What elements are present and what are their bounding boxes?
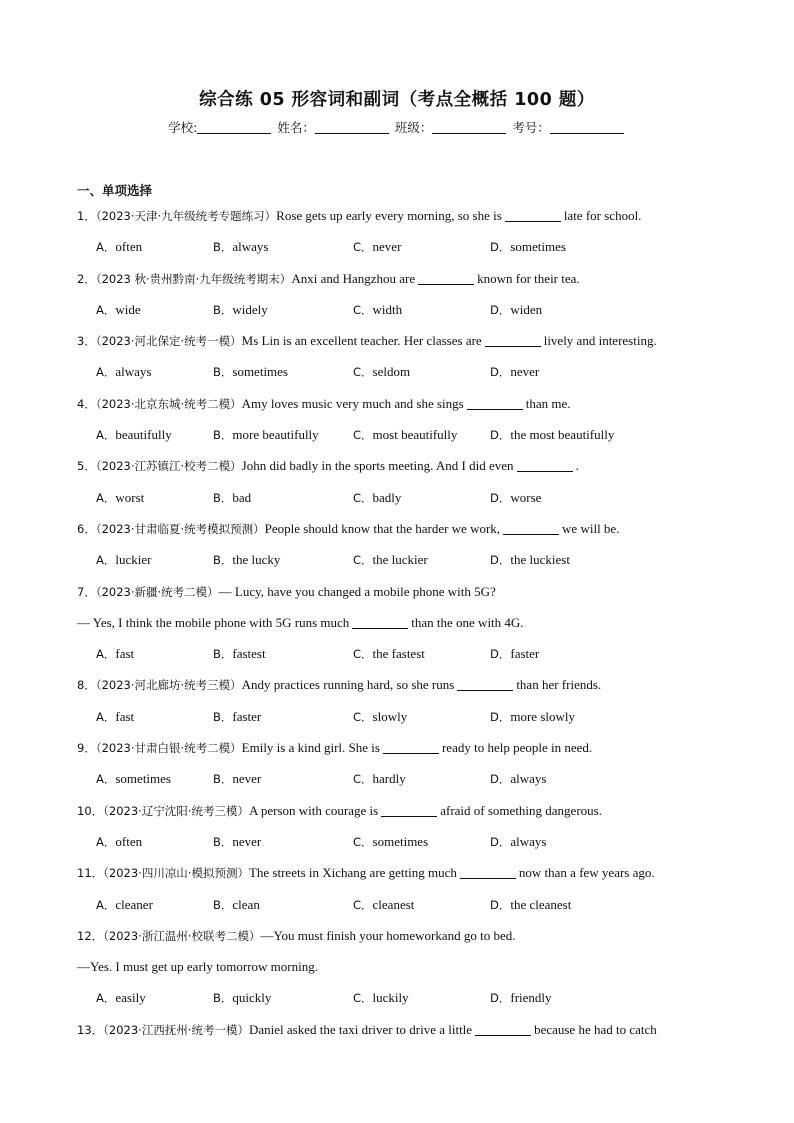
answer-options xyxy=(77,894,727,925)
class-blank[interactable] xyxy=(432,121,506,134)
option-text: the most beautifully xyxy=(510,427,615,443)
question-text: Andy practices running hard, so she runs xyxy=(241,677,455,693)
question-text: The streets in Xichang are getting much xyxy=(248,865,457,881)
question-text-after: . xyxy=(575,458,579,474)
question-number: 13． xyxy=(77,1022,104,1037)
option-letter: A． xyxy=(96,647,116,662)
option-a[interactable] xyxy=(96,549,213,571)
option-letter: A． xyxy=(96,772,116,787)
option-letter: D． xyxy=(490,428,511,443)
option-text: never xyxy=(232,833,262,849)
option-d[interactable] xyxy=(490,361,539,383)
question-text: John did badly in the sports meeting. And I did even xyxy=(241,458,514,474)
option-letter: C． xyxy=(353,490,373,505)
question-stem xyxy=(77,737,727,768)
option-text: beautifully xyxy=(115,427,172,443)
answer-options xyxy=(77,768,727,799)
question-text-after: lively and interesting. xyxy=(543,333,657,349)
option-text: worse xyxy=(510,489,542,505)
option-text: slowly xyxy=(372,708,408,724)
option-text: widen xyxy=(510,301,543,317)
option-text: the lucky xyxy=(232,552,281,568)
option-letter: B． xyxy=(213,428,233,443)
option-a[interactable] xyxy=(96,361,213,383)
answer-options xyxy=(77,987,727,1018)
option-d[interactable] xyxy=(490,643,539,665)
option-c[interactable] xyxy=(353,768,490,790)
option-d[interactable] xyxy=(490,894,571,916)
option-text: never xyxy=(372,239,402,255)
question-text-after: we will be. xyxy=(562,520,620,536)
option-text: never xyxy=(510,364,540,380)
option-letter: D． xyxy=(490,772,511,787)
page-title: 综合练 05 形容词和副词（考点全概括 100 题） xyxy=(199,90,595,110)
option-letter: B． xyxy=(213,365,233,380)
option-b[interactable] xyxy=(213,549,353,571)
question-number: 10． xyxy=(77,803,104,818)
option-text: hardly xyxy=(372,771,406,787)
option-c[interactable] xyxy=(353,487,490,509)
option-a[interactable] xyxy=(96,987,213,1009)
question-text-after: because he had to catch xyxy=(534,1021,657,1037)
option-letter: D． xyxy=(490,490,511,505)
option-text: seldom xyxy=(372,364,411,380)
question-stem xyxy=(77,925,727,956)
question-text: A person with courage is xyxy=(248,802,379,818)
question-text-after: and go to bed. xyxy=(441,927,516,943)
option-a[interactable] xyxy=(96,487,213,509)
question-text: Daniel asked the taxi driver to drive a little xyxy=(248,1021,473,1037)
option-letter: B． xyxy=(213,991,233,1006)
option-letter: C． xyxy=(353,897,373,912)
question-stem xyxy=(77,674,727,705)
option-a[interactable] xyxy=(96,831,213,853)
question-number: 7． xyxy=(77,584,96,599)
answer-blank[interactable] xyxy=(460,864,516,879)
option-letter: C． xyxy=(353,772,373,787)
exam-no-label: 考号： xyxy=(512,120,550,135)
option-letter: A． xyxy=(96,553,116,568)
question-source: （2023·天津·九年级统考专题练习） xyxy=(95,209,277,223)
question-number: 4． xyxy=(77,396,96,411)
dialogue-line xyxy=(77,612,727,643)
option-d[interactable] xyxy=(490,299,542,321)
question-text-after: ready to help people in need. xyxy=(441,740,593,756)
question-text-after: than her friends. xyxy=(516,677,602,693)
question-number: 2． xyxy=(77,271,96,286)
option-text: sometimes xyxy=(115,771,171,787)
option-text: the luckiest xyxy=(510,552,570,568)
option-letter: A． xyxy=(96,709,116,724)
option-d[interactable] xyxy=(490,831,546,853)
option-letter: C． xyxy=(353,709,373,724)
name-blank[interactable] xyxy=(315,121,389,134)
option-text: widely xyxy=(232,301,268,317)
option-text: the cleanest xyxy=(510,896,572,912)
school-blank[interactable] xyxy=(197,121,271,134)
option-text: faster xyxy=(232,708,262,724)
answer-blank[interactable] xyxy=(485,332,541,347)
question-stem xyxy=(77,268,727,299)
option-b[interactable] xyxy=(213,987,353,1009)
option-letter: A． xyxy=(96,897,116,912)
name-label: 姓名： xyxy=(277,120,315,135)
option-text: more slowly xyxy=(510,708,575,724)
option-letter: D． xyxy=(490,991,511,1006)
option-b[interactable] xyxy=(213,894,353,916)
question-text-after: now than a few years ago. xyxy=(518,865,655,881)
question-number: 9． xyxy=(77,741,96,756)
option-text: always xyxy=(115,364,152,380)
option-text: never xyxy=(232,771,262,787)
option-c[interactable] xyxy=(353,894,490,916)
option-text: badly xyxy=(372,489,402,505)
option-text: sometimes xyxy=(232,364,288,380)
question-stem xyxy=(77,581,727,612)
option-letter: B． xyxy=(213,897,233,912)
option-letter: D． xyxy=(490,240,511,255)
option-text: cleanest xyxy=(372,896,415,912)
question-number: 1． xyxy=(77,209,96,223)
question-stem xyxy=(77,518,727,549)
answer-options xyxy=(77,831,727,862)
option-letter: D． xyxy=(490,834,511,849)
question-number: 5． xyxy=(77,459,96,474)
option-c[interactable] xyxy=(353,361,490,383)
option-c[interactable] xyxy=(353,987,490,1009)
option-letter: B． xyxy=(213,647,233,662)
answer-blank[interactable] xyxy=(352,614,408,629)
option-text: wide xyxy=(115,301,141,317)
option-text: luckier xyxy=(115,552,152,568)
option-d[interactable] xyxy=(490,706,575,728)
question-number: 3． xyxy=(77,334,96,349)
question-stem xyxy=(77,862,727,893)
option-letter: C． xyxy=(353,240,373,255)
option-letter: D． xyxy=(490,365,511,380)
option-letter: B． xyxy=(213,240,233,255)
option-a[interactable] xyxy=(96,894,213,916)
question-stem xyxy=(77,800,727,831)
option-c[interactable] xyxy=(353,643,490,665)
question-source: （2023·甘肃临夏·统考模拟预测） xyxy=(95,521,265,536)
answer-options xyxy=(77,706,727,737)
option-text: worst xyxy=(115,489,145,505)
option-text: often xyxy=(115,833,143,849)
option-text: more beautifully xyxy=(232,427,319,443)
option-a[interactable] xyxy=(96,706,213,728)
option-a[interactable] xyxy=(96,768,213,790)
option-letter: A． xyxy=(96,490,116,505)
option-b[interactable] xyxy=(213,236,353,258)
option-text: often xyxy=(115,239,143,255)
option-b[interactable] xyxy=(213,424,353,446)
question-source: （2023 秋·贵州黔南·九年级统考期末） xyxy=(95,271,292,286)
option-letter: D． xyxy=(490,553,511,568)
option-text: sometimes xyxy=(372,833,429,849)
answer-options xyxy=(77,424,727,455)
dialogue-text-after: than the one with 4G. xyxy=(411,614,524,630)
answer-blank[interactable] xyxy=(381,802,437,817)
question-source: （2023·新疆·统考二模） xyxy=(95,584,219,599)
option-b[interactable] xyxy=(213,831,353,853)
option-text: fast xyxy=(115,646,135,662)
option-d[interactable] xyxy=(490,236,566,258)
question-number: 11． xyxy=(77,866,104,881)
option-b[interactable] xyxy=(213,643,353,665)
question-text: Rose gets up early every morning, so she is xyxy=(276,208,502,223)
answer-options xyxy=(77,549,727,580)
answer-options xyxy=(77,487,727,518)
answer-blank[interactable] xyxy=(418,270,474,285)
question-source: （2023·四川凉山·模拟预测） xyxy=(103,866,249,881)
question-source: （2023·甘肃白银·统考二模） xyxy=(95,741,242,756)
option-letter: D． xyxy=(490,897,511,912)
option-text: easily xyxy=(115,990,146,1006)
option-letter: C． xyxy=(353,553,373,568)
option-b[interactable] xyxy=(213,361,353,383)
question-number: 6． xyxy=(77,521,96,536)
option-text: fast xyxy=(115,708,135,724)
option-text: the fastest xyxy=(372,646,425,662)
option-text: luckily xyxy=(372,990,409,1006)
answer-blank[interactable] xyxy=(457,676,513,691)
option-c[interactable] xyxy=(353,299,490,321)
answer-blank[interactable] xyxy=(475,1021,531,1036)
question-stem xyxy=(77,205,727,236)
answer-blank[interactable] xyxy=(383,739,439,754)
option-letter: C． xyxy=(353,647,373,662)
option-text: always xyxy=(510,833,547,849)
option-letter: B． xyxy=(213,709,233,724)
option-c[interactable] xyxy=(353,236,490,258)
option-b[interactable] xyxy=(213,299,353,321)
question-stem xyxy=(77,1019,727,1050)
option-letter: A． xyxy=(96,991,116,1006)
option-letter: D． xyxy=(490,647,511,662)
school-label: 学校: xyxy=(168,120,198,135)
option-text: cleaner xyxy=(115,896,153,912)
option-d[interactable] xyxy=(490,987,552,1009)
option-text: bad xyxy=(232,489,252,505)
answer-blank[interactable] xyxy=(467,395,523,410)
option-c[interactable] xyxy=(353,424,490,446)
option-text: sometimes xyxy=(510,239,566,255)
question-text: Anxi and Hangzhou are xyxy=(291,270,416,286)
question-source: （2023·河北廊坊·统考三模） xyxy=(95,678,242,693)
option-letter: C． xyxy=(353,428,373,443)
option-d[interactable] xyxy=(490,768,546,790)
question-stem xyxy=(77,455,727,486)
answer-blank[interactable] xyxy=(517,457,573,472)
question-text-after: than me. xyxy=(525,395,571,411)
option-a[interactable] xyxy=(96,643,213,665)
section-title: 一、单项选择 xyxy=(77,183,153,198)
option-text: width xyxy=(372,301,403,317)
question-list xyxy=(77,205,727,1050)
answer-options xyxy=(77,299,727,330)
option-c[interactable] xyxy=(353,831,490,853)
question-text: —You must finish your homework xyxy=(260,927,442,943)
option-letter: B． xyxy=(213,553,233,568)
question-text: Ms Lin is an excellent teacher. Her classes are xyxy=(241,333,482,349)
option-letter: A． xyxy=(96,834,116,849)
question-number: 12． xyxy=(77,928,104,943)
question-text: Emily is a kind girl. She is xyxy=(241,740,380,756)
question-stem xyxy=(77,393,727,424)
dialogue-text: — Yes, I think the mobile phone with 5G runs much xyxy=(77,614,350,630)
answer-options xyxy=(77,643,727,674)
class-label: 班级： xyxy=(394,120,433,135)
question-text-after: afraid of something dangerous. xyxy=(440,802,602,818)
option-a[interactable] xyxy=(96,424,213,446)
answer-options xyxy=(77,361,727,392)
option-c[interactable] xyxy=(353,706,490,728)
option-letter: A． xyxy=(96,302,116,317)
option-letter: A． xyxy=(96,428,116,443)
option-letter: C． xyxy=(353,365,373,380)
question-text-after: late for school. xyxy=(563,208,642,223)
option-b[interactable] xyxy=(213,768,353,790)
option-letter: A． xyxy=(96,240,116,255)
option-letter: B． xyxy=(213,772,233,787)
option-c[interactable] xyxy=(353,549,490,571)
question-text: People should know that the harder we work, xyxy=(264,520,501,536)
option-text: clean xyxy=(232,896,260,912)
option-b[interactable] xyxy=(213,487,353,509)
option-letter: C． xyxy=(353,834,373,849)
dialogue-line xyxy=(77,956,727,987)
question-source: （2023·辽宁沈阳·统考三模） xyxy=(103,803,249,818)
answer-options xyxy=(77,236,727,267)
option-text: faster xyxy=(510,646,540,662)
option-a[interactable] xyxy=(96,236,213,258)
question-stem xyxy=(77,330,727,361)
option-text: always xyxy=(232,239,269,255)
option-d[interactable] xyxy=(490,487,541,509)
option-text: friendly xyxy=(510,990,552,1006)
question-source: （2023·浙江温州·校联考二模） xyxy=(103,928,261,943)
dialogue-text: —Yes. I must get up early tomorrow morning. xyxy=(77,959,318,975)
option-letter: B． xyxy=(213,302,233,317)
question-source: （2023·江西抚州·统考一模） xyxy=(103,1022,249,1037)
question-text: — Lucy, have you changed a mobile phone with 5G? xyxy=(218,583,496,599)
option-d[interactable] xyxy=(490,424,614,446)
option-text: quickly xyxy=(232,990,272,1006)
question-source: （2023·河北保定·统考一模） xyxy=(95,334,242,349)
option-text: fastest xyxy=(232,646,266,662)
option-a[interactable] xyxy=(96,299,213,321)
answer-blank[interactable] xyxy=(503,520,559,535)
option-text: always xyxy=(510,771,547,787)
question-source: （2023·江苏镇江·校考二模） xyxy=(95,459,242,474)
option-letter: D． xyxy=(490,302,511,317)
option-text: most beautifully xyxy=(372,427,458,443)
option-d[interactable] xyxy=(490,549,570,571)
option-letter: A． xyxy=(96,365,116,380)
option-letter: B． xyxy=(213,490,233,505)
question-text: Amy loves music very much and she sings xyxy=(241,395,464,411)
exam-no-blank[interactable] xyxy=(550,121,624,134)
option-letter: B． xyxy=(213,834,233,849)
option-letter: D． xyxy=(490,709,511,724)
question-text-after: known for their tea. xyxy=(477,270,580,286)
student-info-line xyxy=(0,118,794,136)
question-source: （2023·北京东城·统考二模） xyxy=(95,396,242,411)
option-text: the luckier xyxy=(372,552,428,568)
option-letter: C． xyxy=(353,302,373,317)
answer-blank[interactable] xyxy=(505,207,561,222)
option-b[interactable] xyxy=(213,706,353,728)
option-letter: C． xyxy=(353,991,373,1006)
question-number: 8． xyxy=(77,678,96,693)
